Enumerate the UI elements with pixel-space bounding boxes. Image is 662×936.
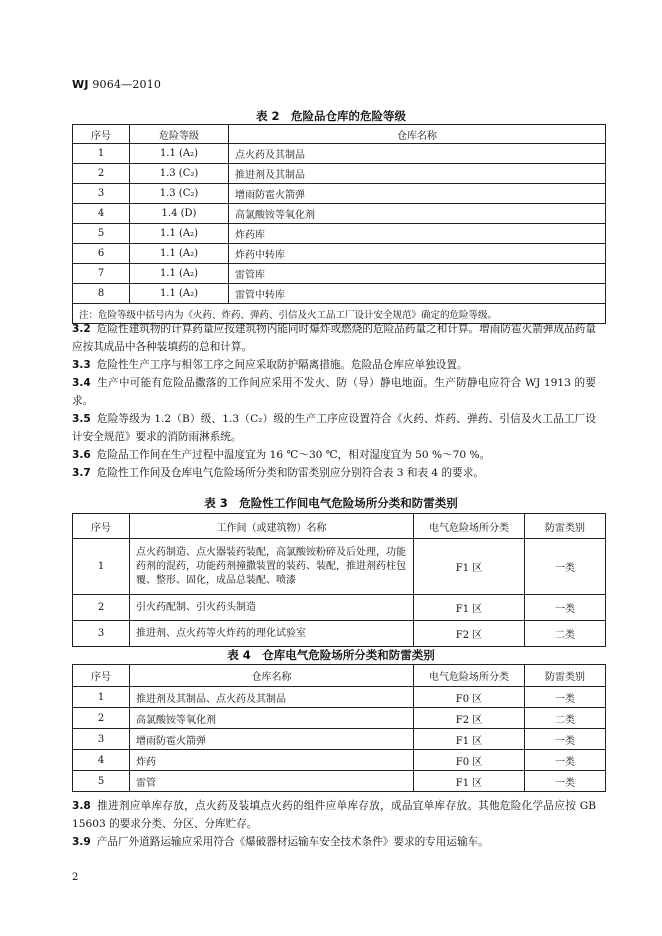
- table2-cell: 2: [73, 164, 130, 184]
- table4-cell: F2 区: [414, 708, 525, 729]
- table2-cell: 7: [73, 264, 130, 284]
- table2-cell: 1.1 (A₂): [130, 284, 229, 304]
- clause-number: 3.7: [72, 467, 91, 479]
- table4-header-row: [73, 665, 606, 687]
- clause-paragraph: [72, 410, 596, 446]
- table4-cell: 一类: [525, 729, 606, 750]
- table2-cell: 1.3 (C₂): [130, 164, 229, 184]
- table2-row: [73, 244, 606, 264]
- table3-caption: 表 3 危险性工作间电气危险场所分类和防雷类别: [204, 496, 458, 510]
- table3-cell: 点火药制造、点火器装药装配，高氯酸铵粉碎及后处理，功能药剂的混药，功能药剂撞撒装置的装药、装配，推进剂药柱包覆、整形、固化，成品总装配、喷漆: [130, 539, 414, 595]
- table2-cell: 1.1 (A₂): [130, 144, 229, 164]
- table3-header-cell: 电气危险场所分类: [414, 514, 525, 539]
- clause-number: 3.6: [72, 449, 91, 461]
- clause-number: 3.9: [72, 836, 91, 848]
- table4-cell: 5: [73, 771, 130, 792]
- table2-cell: 1.3 (C₂): [130, 184, 229, 204]
- table2-cell: 1.1 (A₂): [130, 244, 229, 264]
- clause-text: 推进剂应单库存放，点火药及装填点火药的组件应单库存放，成品宜单库存放。其他危险化学品应按 GB 15603 的要求分类、分区、分库贮存。: [72, 800, 596, 830]
- table4: [72, 664, 606, 792]
- clause-text: 危险性生产工序与相邻工序之间应采取防护隔离措施。危险品仓库应单独设置。: [96, 359, 468, 371]
- clause-number: 3.4: [72, 377, 91, 389]
- table4-row: [73, 729, 606, 750]
- table3-cell: 1: [73, 539, 130, 595]
- table3-cell: 一类: [525, 595, 606, 621]
- clause-paragraph: [72, 320, 596, 356]
- table2: [72, 124, 606, 324]
- table3-header-cell: 防雷类别: [525, 514, 606, 539]
- clause-paragraph: [72, 446, 596, 464]
- table2-cell: 炸药中转库: [229, 244, 606, 264]
- table3-header-row: [73, 514, 606, 539]
- table3-cell: F1 区: [414, 539, 525, 595]
- table2-note: 注：危险等级中括号内为《火药、炸药、弹药、引信及火工品工厂设计安全规范》确定的危险等级。: [73, 304, 606, 324]
- table2-cell: 1: [73, 144, 130, 164]
- table3-row: [73, 539, 606, 595]
- table4-header-cell: 防雷类别: [525, 665, 606, 687]
- table2-cell: 8: [73, 284, 130, 304]
- clause-number: 3.8: [72, 800, 91, 812]
- table2-header-cell: 危险等级: [130, 125, 229, 144]
- table4-cell: 雷管: [130, 771, 414, 792]
- table3-cell: 一类: [525, 539, 606, 595]
- table2-cell: 5: [73, 224, 130, 244]
- table2-row: [73, 264, 606, 284]
- table4-cell: F1 区: [414, 729, 525, 750]
- table4-cell: 3: [73, 729, 130, 750]
- table2-cell: 雷管中转库: [229, 284, 606, 304]
- table4-header-cell: 序号: [73, 665, 130, 687]
- clause-number: 3.2: [72, 323, 91, 335]
- table2-cell: 6: [73, 244, 130, 264]
- table2-cell: 点火药及其制品: [229, 144, 606, 164]
- table3-cell: 引火药配制、引火药头制造: [130, 595, 414, 621]
- table2-row: [73, 144, 606, 164]
- table4-cell: F0 区: [414, 687, 525, 708]
- clause-number: 3.5: [72, 413, 91, 425]
- table4-row: [73, 771, 606, 792]
- table4-cell: 一类: [525, 687, 606, 708]
- table4-cell: 高氯酸铵等氧化剂: [130, 708, 414, 729]
- table4-cell: 4: [73, 750, 130, 771]
- table2-cell: 1.1 (A₂): [130, 264, 229, 284]
- table4-row: [73, 750, 606, 771]
- table4-cell: 二类: [525, 708, 606, 729]
- clause-paragraph: [72, 833, 596, 851]
- clause-paragraph: [72, 356, 596, 374]
- clause-text: 危险等级为 1.2（B）级、1.3（C₂）级的生产工序应设置符合《火药、炸药、弹药、引信及火工品工厂设计安全规范》要求的消防雨淋系统。: [72, 413, 596, 443]
- table4-cell: 推进剂及其制品、点火药及其制品: [130, 687, 414, 708]
- table3-cell: 2: [73, 595, 130, 621]
- table3-cell: 二类: [525, 621, 606, 647]
- table4-row: [73, 708, 606, 729]
- table3: [72, 513, 606, 647]
- table4-header-cell: 电气危险场所分类: [414, 665, 525, 687]
- standard-code: WJ: [72, 78, 89, 91]
- table2-row: [73, 284, 606, 304]
- clause-paragraph: [72, 374, 596, 410]
- table2-header-row: [73, 125, 606, 144]
- table2-cell: 增雨防雹火箭弹: [229, 184, 606, 204]
- table3-cell: F2 区: [414, 621, 525, 647]
- table3-cell: 推进剂、点火药等火炸药的理化试验室: [130, 621, 414, 647]
- clause-paragraph: [72, 464, 596, 482]
- table4-cell: 2: [73, 708, 130, 729]
- table2-cell: 1.4 (D): [130, 204, 229, 224]
- table2-cell: 1.1 (A₂): [130, 224, 229, 244]
- clause-text: 危险品工作间在生产过程中温度宜为 16 ℃～30 ℃，相对湿度宜为 50 %～70 %。: [96, 449, 491, 461]
- paras2-block: [72, 797, 596, 851]
- table3-row: [73, 621, 606, 647]
- table4-cell: 炸药: [130, 750, 414, 771]
- table2-header-cell: 仓库名称: [229, 125, 606, 144]
- table2-cell: 推进剂及其制品: [229, 164, 606, 184]
- table2-row: [73, 164, 606, 184]
- table2-row: [73, 184, 606, 204]
- table2-caption: 表 2 危险品仓库的危险等级: [255, 109, 406, 123]
- clause-text: 危险性工作间及仓库电气危险场所分类和防雷类别应分别符合表 3 和表 4 的要求。: [96, 467, 484, 479]
- table3-cell: 3: [73, 621, 130, 647]
- table3-header-cell: 工作间（或建筑物）名称: [130, 514, 414, 539]
- table4-header-cell: 仓库名称: [130, 665, 414, 687]
- table2-cell: 3: [73, 184, 130, 204]
- table2-cell: 4: [73, 204, 130, 224]
- paras1-block: [72, 320, 596, 482]
- clause-text: 危险性建筑物的计算药量应按建筑物内能同时爆炸或燃烧的危险品药量之和计算。增雨防雹火箭弹成品药量应按其成品中各种装填药的总和计算。: [72, 323, 596, 353]
- table4-cell: F0 区: [414, 750, 525, 771]
- table4-caption: 表 4 仓库电气危险场所分类和防雷类别: [227, 648, 435, 662]
- table2-row: [73, 224, 606, 244]
- standard-header: [72, 78, 161, 91]
- table4-cell: 一类: [525, 771, 606, 792]
- table2-cell: 雷管库: [229, 264, 606, 284]
- table2-header-cell: 序号: [73, 125, 130, 144]
- table4-row: [73, 687, 606, 708]
- table4-cell: 一类: [525, 750, 606, 771]
- standard-number: 9064—2010: [92, 78, 162, 91]
- clause-number: 3.3: [72, 359, 91, 371]
- table3-row: [73, 595, 606, 621]
- table3-cell: F1 区: [414, 595, 525, 621]
- table2-cell: 炸药库: [229, 224, 606, 244]
- clause-paragraph: [72, 797, 596, 833]
- clause-text: 产品厂外道路运输应采用符合《爆破器材运输车安全技术条件》要求的专用运输车。: [96, 836, 489, 848]
- table4-cell: 增雨防雹火箭弹: [130, 729, 414, 750]
- table4-cell: F1 区: [414, 771, 525, 792]
- clause-text: 生产中可能有危险品撒落的工作间应采用不发火、防（导）静电地面。生产防静电应符合 WJ 1913 的要求。: [72, 377, 596, 407]
- table2-cell: 高氯酸铵等氧化剂: [229, 204, 606, 224]
- table2-row: [73, 204, 606, 224]
- page-number: 2: [72, 872, 79, 883]
- table4-cell: 1: [73, 687, 130, 708]
- table3-header-cell: 序号: [73, 514, 130, 539]
